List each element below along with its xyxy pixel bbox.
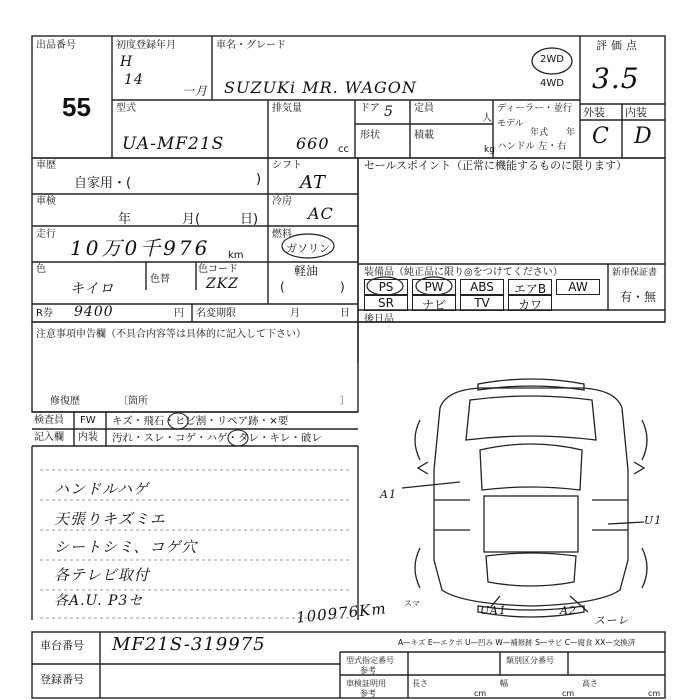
load-label: 積載	[414, 130, 434, 141]
mark-sm: スマ	[404, 599, 420, 608]
equipment-abs: ABS	[460, 279, 504, 295]
mileage-unit: km	[228, 250, 244, 261]
car-name: SUZUKi MR. WAGON	[224, 78, 417, 97]
reg-era: H	[120, 54, 134, 70]
warranty-value: 有・無	[620, 290, 657, 304]
lot-number: 55	[62, 92, 91, 122]
note-2: 天張りキズミエ	[54, 510, 166, 528]
history-label: 車歴	[36, 160, 56, 171]
interior-grade: D	[634, 124, 653, 149]
color-code-value: ZKZ	[206, 276, 239, 292]
interior-cell: 内装	[78, 432, 98, 443]
model-label: 型式	[116, 103, 136, 114]
inspection-day: 日)	[240, 212, 259, 227]
shift-label: シフト	[272, 160, 302, 171]
repair-close: 〕	[340, 396, 350, 407]
handle-label: ハンドル 左・右	[497, 141, 567, 152]
fuel-paren-close: )	[340, 280, 345, 294]
inspection-year: 年	[118, 212, 132, 227]
ref-label-2: 参考	[360, 689, 376, 698]
equipment-leather: カワ	[508, 295, 552, 311]
height-label: 高さ	[582, 679, 598, 688]
writer-label: 記入欄	[34, 432, 64, 443]
inspection-month: 月(	[182, 212, 201, 227]
transfer-day: 日	[340, 308, 350, 319]
equipment-pw: PW	[412, 279, 456, 295]
mark-a1-left: A1	[380, 488, 397, 501]
mileage-note: 100976Km	[295, 599, 388, 627]
drive-4wd: 4WD	[540, 78, 564, 89]
grade-value: 3.5	[592, 62, 640, 95]
capacity-label: 定員	[414, 103, 434, 114]
inspection-label: 車検	[36, 196, 56, 207]
ac-label: 冷房	[272, 196, 292, 207]
regcert-label: 車検証明用	[346, 679, 386, 688]
mark-u1-right: U1	[644, 514, 663, 527]
fuel-option: 軽油	[294, 264, 319, 278]
mark-a2-bottom: A2	[560, 604, 577, 617]
model-value: UA-MF21S	[122, 134, 225, 154]
damage-legend: A—キズ E—エクボ U—凹み W—補修跡 S—サビ C—腐食 XX—交換済	[398, 638, 636, 647]
note-1: ハンドルハゲ	[54, 480, 149, 498]
ref-label-1: 参考	[360, 666, 376, 675]
interior-label: 内装	[625, 106, 647, 119]
displacement-label: 排気量	[272, 103, 302, 114]
length-unit: cm	[474, 689, 487, 698]
height-unit: cm	[648, 689, 661, 698]
notice-label: 注意事項申告欄（不具合内容等は具体的に記入して下さい）	[36, 329, 306, 340]
reg-number-label: 登録番号	[40, 673, 84, 686]
mileage-label: 走行	[36, 229, 56, 240]
dealer-label: ディーラー・並行	[497, 103, 573, 114]
displacement-value: 660	[296, 134, 330, 153]
fuel-value: ガソリン	[286, 242, 330, 255]
note-4: 各テレビ取付	[54, 566, 150, 584]
note-3: シートシミ、コゲ穴	[54, 538, 198, 556]
color-value: キイロ	[70, 281, 115, 297]
mark-u1-bottom: UA1	[480, 604, 507, 617]
mileage-value: 10万0千976	[70, 236, 211, 260]
reg-year: 14	[124, 72, 144, 88]
ac-value: AC	[308, 204, 334, 223]
capacity-unit: 人	[482, 113, 492, 124]
transfer-label: 名変期限	[196, 308, 236, 319]
equipment-ps: PS	[364, 279, 408, 295]
interior-items: 汚れ・スレ・コゲ・ハゲ・タレ・キレ・破レ	[112, 432, 322, 444]
doors-label: ドア	[360, 103, 380, 114]
reg-year-label: 初度登録年月	[116, 40, 176, 51]
grade-label: 評価点	[596, 39, 641, 52]
lot-number-label: 出品番号	[36, 40, 76, 51]
class-label: 類別区分番号	[506, 656, 554, 665]
color-label: 色	[36, 264, 46, 275]
fuel-label: 燃料	[272, 229, 292, 240]
car-name-label: 車名・グレード	[216, 40, 286, 51]
repair-label: 修復歴	[50, 396, 80, 407]
history-value: 自家用・(	[74, 176, 132, 191]
color-change-label: 色替	[150, 274, 170, 285]
model-year-label: モデル	[497, 119, 524, 129]
year-unit: 年	[566, 128, 576, 138]
inspector-label: 検査員	[34, 415, 64, 426]
exterior-items: キズ・飛石・ヒビ割・リペア跡・×要	[112, 415, 289, 427]
fw-label: FW	[80, 415, 96, 426]
shift-value: AT	[300, 172, 327, 193]
model-cert-label: 型式指定番号	[346, 656, 394, 665]
reg-month: 一月	[182, 84, 209, 98]
note-5: 各A.U. P3セ	[54, 593, 144, 609]
chassis-label: 車台番号	[40, 639, 84, 652]
sales-point-label: セールスポイント（正常に機能するものに限ります）	[364, 159, 628, 172]
year-label: 年式	[530, 128, 549, 138]
color-code-label: 色コード	[198, 264, 238, 275]
history-close: )	[256, 172, 262, 187]
after-sale-label: 後日品	[364, 314, 394, 325]
exterior-grade: C	[592, 124, 610, 149]
repair-place: 〔箇所	[118, 396, 148, 407]
width-label: 幅	[500, 679, 508, 688]
width-unit: cm	[562, 689, 575, 698]
fuel-paren: (	[280, 280, 285, 294]
load-unit: kg	[484, 145, 495, 155]
recycle-value: 9400	[74, 304, 114, 320]
equipment-airbag: エアB	[508, 279, 552, 295]
equipment-label: 装備品（純正品に限り◎をつけてください）	[364, 267, 563, 278]
length-label: 長さ	[412, 679, 428, 688]
transfer-month: 月	[290, 308, 300, 319]
recycle-unit: 円	[174, 308, 184, 319]
doors-value: 5	[384, 104, 394, 120]
warranty-label: 新車保証書	[612, 268, 658, 278]
equipment-aw: AW	[556, 279, 600, 295]
equipment-sr: SR	[364, 295, 408, 311]
exterior-label: 外装	[583, 106, 605, 119]
displacement-unit: cc	[338, 144, 349, 155]
equipment-navi: ナビ	[412, 295, 456, 311]
equipment-tv: TV	[460, 295, 504, 311]
mark-ao-bottom: スーレ	[594, 614, 630, 627]
recycle-label: R券	[36, 308, 53, 319]
drive-2wd: 2WD	[540, 54, 564, 65]
chassis-value: MF21S-319975	[112, 634, 266, 655]
shape-label: 形状	[360, 130, 380, 141]
